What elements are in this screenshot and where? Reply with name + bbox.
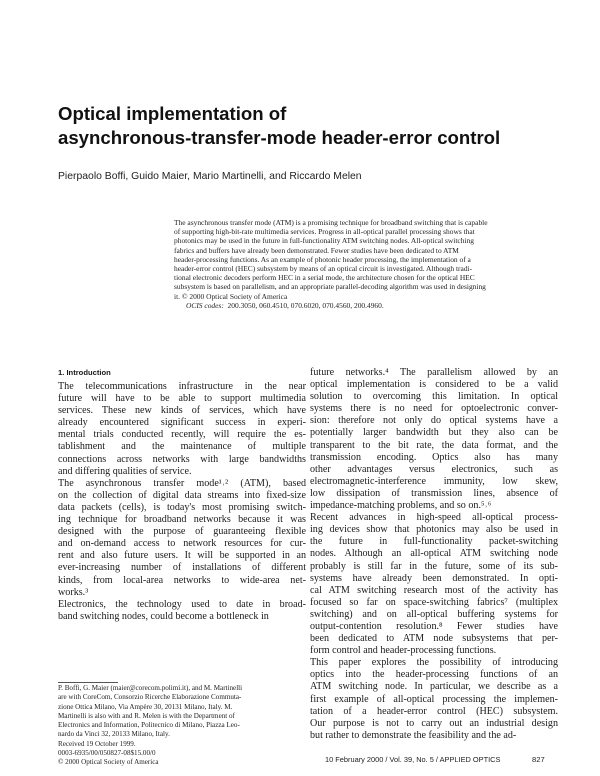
footnote-line: Electronics and Information, Politecnico di Milano, Piazza Leo- — [58, 721, 240, 730]
footnote-line: are with CoreCom, Consorzio Ricerche Elaborazione Commuta- — [58, 693, 242, 702]
body-text-line: focused so far on space-switching fabrics⁷ (multiplex — [310, 596, 558, 608]
body-text-line: works.³ — [58, 586, 89, 598]
body-text-line: The asynchronous transfer mode¹˒² (ATM), based — [58, 477, 306, 489]
body-text-line: potentially larger bandwidth but they also can be — [310, 427, 558, 439]
body-text-line: Recent advances in high-speed all-optical process- — [310, 512, 558, 524]
body-text-line: The telecommunications infrastructure in the near — [58, 381, 306, 392]
body-text-line: ing technique for broadband networks because it was — [58, 514, 306, 526]
body-text-line: been dedicated to ATM node subsystems that per- — [310, 633, 558, 645]
body-text-line: future will have to be able to support multimedia — [58, 393, 306, 405]
body-text-line: ing devices show that photonics may also be used in — [310, 524, 558, 536]
ocis-codes — [174, 301, 546, 310]
body-text-line: output-contention resolution.⁸ Fewer studies have — [310, 620, 558, 632]
body-text-line: future networks.⁴ The parallelism allowed by an — [310, 367, 558, 378]
body-text-line: and differing qualities of service. — [58, 465, 192, 477]
abstract — [174, 218, 546, 310]
body-text-line: nodes. Although an all-optical ATM switching node — [310, 548, 558, 560]
footnote-line: P. Boffi, G. Maier (maier@corecom.polimi.it), and M. Martinelli — [58, 684, 243, 692]
section-heading: 1. Introduction — [58, 368, 111, 377]
body-text-line: Electronics, the technology used to date in broad- — [58, 598, 306, 610]
footnote-line: Martinelli is also with and R. Melen is with the Department of — [58, 711, 235, 720]
body-text-line: systems have already been demonstrated. In opti- — [310, 572, 558, 584]
body-text-line: ATM switching node. In particular, we describe as a — [310, 681, 558, 693]
body-text-line: ever-increasing number of installations of different — [58, 562, 306, 574]
body-text-line: data packets (cells), is today's most promising switch- — [58, 501, 306, 513]
footnote-line: Received 19 October 1999. — [58, 739, 136, 748]
body-text-line: transparent to the bit rate, the data format, and the — [310, 439, 558, 451]
body-text-line: sion: therefore not only do optical systems have a — [310, 415, 558, 427]
body-text-line: rent and also future users. It will be supported in an — [58, 550, 306, 562]
abstract-line: fabrics and buffers have already been demonstrated. Fewer studies have been dedicated to ATM — [174, 245, 459, 255]
abstract-line: photonics may be used in the future in full-functionality ATM switching nodes. All-optical switching — [174, 236, 474, 246]
ocis-values: 200.3050, 060.4510, 070.6020, 070.4560, 200.4960. — [227, 300, 384, 310]
body-text-line: designed with the purpose of guaranteeing flexible — [58, 526, 306, 538]
footnote-line: zione Ottica Milano, Via Ampère 30, 20131 Milano, Italy. M. — [58, 702, 233, 711]
author-list: Pierpaolo Boffi, Guido Maier, Mario Martinelli, and Riccardo Melen — [58, 171, 362, 182]
footnote-line: nardo da Vinci 32, 20133 Milano, Italy. — [58, 730, 170, 739]
footnotes — [58, 684, 303, 768]
paper-title — [58, 102, 558, 150]
left-column-body — [58, 381, 306, 623]
footnote-divider — [58, 682, 118, 683]
body-text-line: tation of a header-error control (HEC) subsystem. — [310, 705, 558, 717]
body-text-line: on the collection of digital data streams into fixed-size — [58, 489, 306, 501]
body-text-line: but rather to demonstrate the feasibility and the ad- — [310, 729, 517, 741]
body-text-line: the future in full-functionality packet-switching — [310, 536, 558, 548]
abstract-line: it. © 2000 Optical Society of America — [174, 291, 288, 301]
body-text-line: switching) and on all-optical buffering systems for — [310, 608, 558, 620]
page-number: 827 — [532, 755, 545, 764]
body-text-line: mental trials conducted recently, will require the es- — [58, 429, 306, 441]
right-column-body — [310, 367, 558, 742]
body-text-line: kinds, from local-area networks to wide-area net- — [58, 574, 306, 586]
footnote-line: © 2000 Optical Society of America — [58, 758, 159, 767]
body-text-line: first example of all-optical processing the implemen- — [310, 693, 558, 705]
body-text-line: and on-demand access to network resources for cur- — [58, 538, 306, 550]
body-text-line: electromagnetic-interference immunity, low skew, — [310, 475, 558, 487]
body-text-line: optical implementation is considered to be a valid — [310, 379, 558, 391]
title-line-2: asynchronous-transfer-mode header-error control — [58, 127, 501, 148]
body-text-line: systems there is no need for optoelectronic conver- — [310, 403, 558, 415]
title-line-1: Optical implementation of — [58, 103, 287, 124]
footnote-line: 0003-6935/00/050827-08$15.00/0 — [58, 749, 156, 758]
body-text-line: other advantages versus electronics, such as — [310, 463, 558, 475]
abstract-line: subsystem is based on parallelism, and an appropriate parallel-decoding algorithm was used in designing — [174, 282, 486, 292]
body-text-line: low dissipation of transmission lines, absence of — [310, 487, 558, 499]
abstract-line: The asynchronous transfer mode (ATM) is a promising technique for broadband switching that is capable — [174, 218, 488, 227]
left-column — [58, 367, 306, 623]
ocis-label: OCIS codes: — [186, 300, 224, 310]
body-text-line: form control and header-processing functions. — [310, 645, 497, 657]
abstract-line: header-processing functions. As an example of photonic header processing, the implementation of a — [174, 254, 471, 264]
body-text-line: already encountered significant success in experi- — [58, 417, 306, 429]
abstract-line: tional electronic decoders perform HEC in a serial mode, the architecture chosen for the optical HEC — [174, 273, 475, 283]
body-text-line: tablishment and the maintenance of multiple — [58, 441, 306, 453]
body-text-line: This paper explores the possibility of introducing — [310, 657, 558, 669]
footnote-body — [58, 684, 303, 768]
right-column — [310, 367, 558, 742]
body-text-line: impedance-matching problems, and so on.⁵˒⁶ — [310, 500, 492, 512]
body-text-line: solution to overcoming this limitation. In optical — [310, 391, 558, 403]
body-text-line: optics into the header-processing functions of an — [310, 669, 558, 681]
body-text-line: Our purpose is not to carry out an industrial design — [310, 717, 558, 729]
running-footer: 10 February 2000 / Vol. 39, No. 5 / APPLIED OPTICS — [325, 755, 501, 764]
abstract-line: of supporting high-bit-rate multimedia services. Progress in all-optical parallel processing shows that — [174, 227, 475, 237]
body-text-line: transmission encoding. Optics also has many — [310, 451, 558, 463]
body-text-line: services. These new kinds of services, which have — [58, 405, 306, 417]
body-text-line: cal ATM switching research most of the activity has — [310, 584, 558, 596]
body-text-line: band switching nodes, could become a bottleneck in — [58, 610, 269, 622]
body-text-line: probably is still far in the future, some of its sub- — [310, 560, 558, 572]
abstract-line: header-error control (HEC) subsystem by means of an optical circuit is investigated. Although tradi- — [174, 264, 473, 274]
body-text-line: connections across networks with large bandwidths — [58, 453, 306, 465]
